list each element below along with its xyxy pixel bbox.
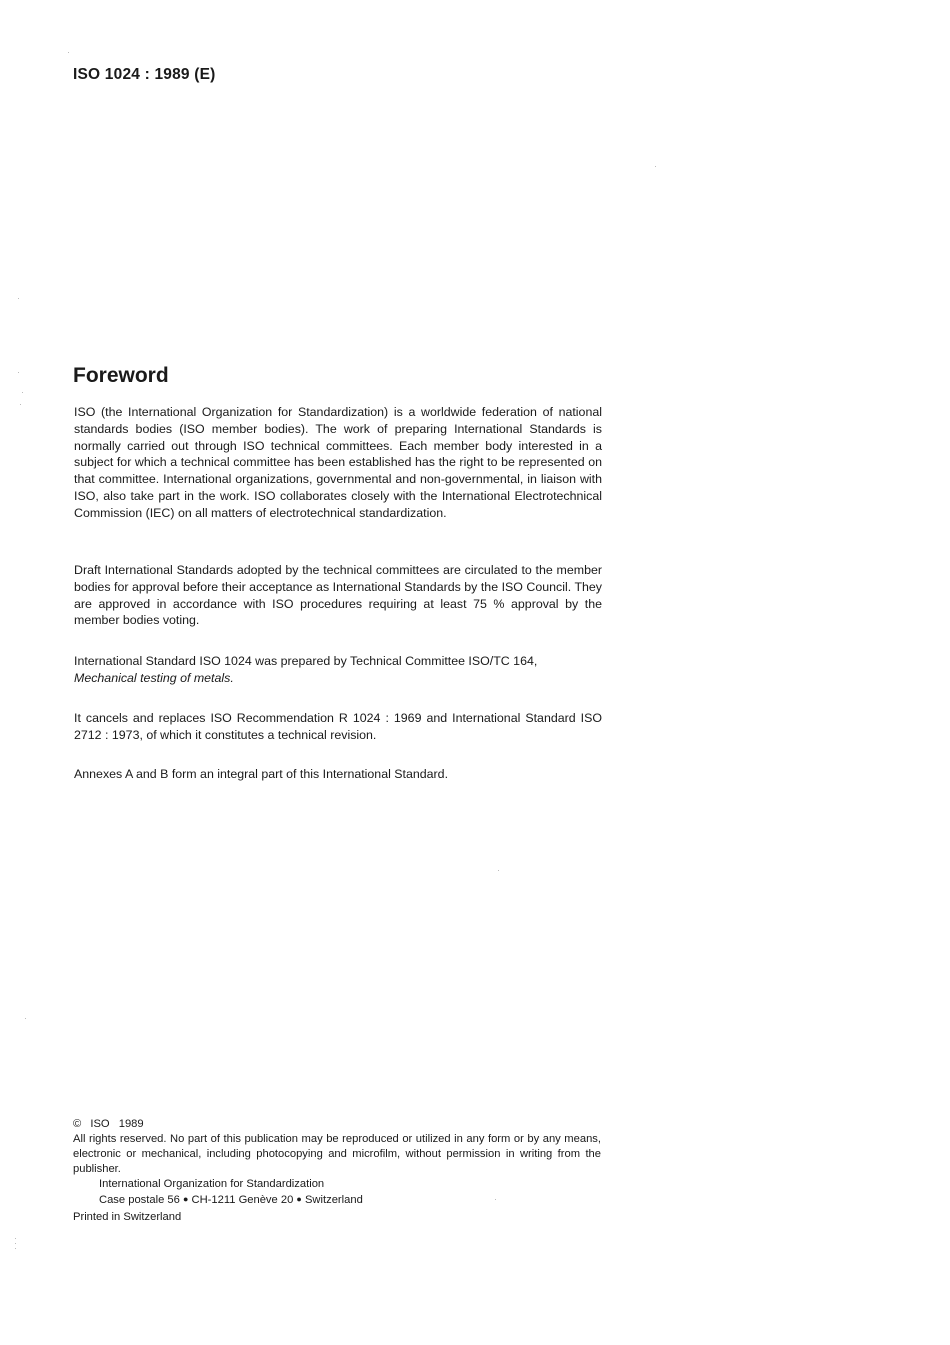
foreword-paragraph-annexes: Annexes A and B form an integral part of this International Standard. [74, 767, 449, 781]
page-header: ISO 1024 : 1989 (E) [73, 66, 216, 83]
bullet-icon: ● [296, 1194, 302, 1204]
foreword-paragraph-iso-federation: ISO (the International Organization for Standardization) is a worldwide federation of national standards bodies (ISO member bodies). The work of preparing International Standards is normally carried out through ISO technical committees. Each member body interested in a subject for which a technical committee has been established has the right to be represented on that committee. International organizations, governmental and non-governmental, in liaison with ISO, also take part in the work. ISO collaborates closely with the International Electrotechnical Commission (IEC) on all matters of electrotechnical standardization. [74, 405, 602, 520]
printed-in: Printed in Switzerland [73, 1211, 182, 1223]
copyright-block [73, 1117, 601, 1225]
copyright-organization: International Organization for Standardization [99, 1178, 325, 1190]
committee-title: Mechanical testing of metals. [74, 670, 234, 685]
copyright-rights: All rights reserved. No part of this publication may be reproduced or utilized in any form or by any means, electronic or mechanical, including photocopying and microfilm, without permission in writing from the publisher. [73, 1133, 601, 1175]
foreword-paragraph-cancels-replaces: It cancels and replaces ISO Recommendation R 1024 : 1969 and International Standard ISO 2712 : 1973, of which it constitutes a technical revision. [74, 711, 602, 742]
foreword-paragraph-prepared-by [74, 653, 602, 687]
address-country: Switzerland [304, 1194, 363, 1206]
bullet-icon: ● [182, 1194, 189, 1204]
copyright-notice: © ISO 1989 [73, 1118, 144, 1130]
address-postal: Case postale 56 [99, 1194, 180, 1206]
address-city: CH-1211 Genève 20 [191, 1194, 294, 1206]
prepared-by-text: International Standard ISO 1024 was prepared by Technical Committee ISO/TC 164, [74, 654, 538, 668]
foreword-paragraph-draft-standards: Draft International Standards adopted by the technical committees are circulated to the member bodies for approval before their acceptance as International Standards by the ISO Council. They are approved in accordance with ISO procedures requiring at least 75 % approval by the member bodies voting. [74, 563, 602, 628]
foreword-title: Foreword [73, 364, 169, 387]
copyright-address [73, 1192, 601, 1208]
